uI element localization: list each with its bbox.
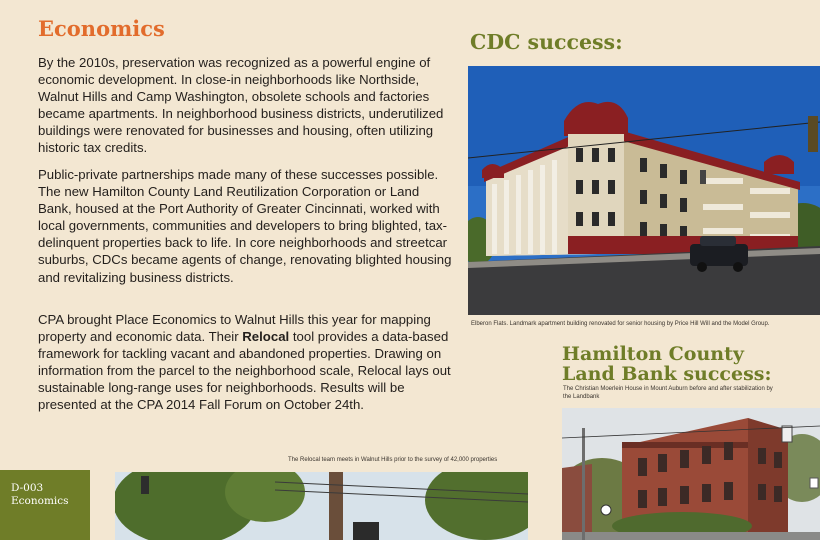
section-code: D-003	[11, 482, 44, 494]
paragraph-preservation: By the 2010s, preservation was recognized as a powerful engine of economic development. In close-in neighborhoods like Northside, Walnut Hills and Camp Washington, obsolete schools and factories became apartments. In neighborhood business districts, underutilized buildings were renovated for businesses and housing, often utilizing historic tax credits.	[38, 55, 444, 156]
land-bank-heading-line2: Land Bank success:	[562, 363, 772, 385]
land-bank-heading-line1: Hamilton County	[562, 343, 744, 365]
paragraph-partnerships: Public-private partnerships made many of these successes possible. The new Hamilton County Land Reutilization Corporation or Land Bank, housed at the Port Authority of Greater Cincinnati, worked with local governments, communities and developers to bring blighted, tax-delinquent properties back to life. In core neighborhoods and streetcar suburbs, CDCs became agents of change, renovating blighted housing and revitalizing business districts.	[38, 167, 452, 285]
photo-walnut-hills-street	[115, 472, 528, 540]
land-bank-success-heading	[562, 344, 812, 384]
cdc-photo-caption: Elberon Flats. Landmark apartment building renovated for senior housing by Price Hill Will and the Model Group.	[471, 321, 770, 327]
photo-christian-moerlein-house	[562, 408, 820, 540]
photo-elberon-flats	[468, 66, 820, 315]
section-label: Economics	[11, 495, 69, 507]
paragraph-relocal-part1: CPA brought Place Economics to Walnut Hills this year for mapping property and economic data. Their	[38, 312, 431, 345]
cdc-success-heading: CDC success:	[470, 30, 623, 54]
land-bank-photo-caption: The Christian Moerlein House in Mount Auburn before and after stabilization by the Landbank	[563, 386, 773, 400]
paragraph-relocal-part2: tool provides a data-based framework for tackling vacant and abandoned properties. Drawing on information from the parcel to the neighborhood scale, Relocal lays out sustainable long-range uses for neighborhoods. Results will be presented at the CPA 2014 Fall Forum on October 24th.	[38, 329, 451, 413]
relocal-photo-caption: The Relocal team meets in Walnut Hills prior to the survey of 42,000 properties	[288, 457, 498, 463]
relocal-term: Relocal	[242, 329, 290, 345]
section-heading: Economics	[38, 16, 165, 41]
paragraph-relocal	[38, 311, 456, 414]
section-tag	[0, 470, 90, 540]
